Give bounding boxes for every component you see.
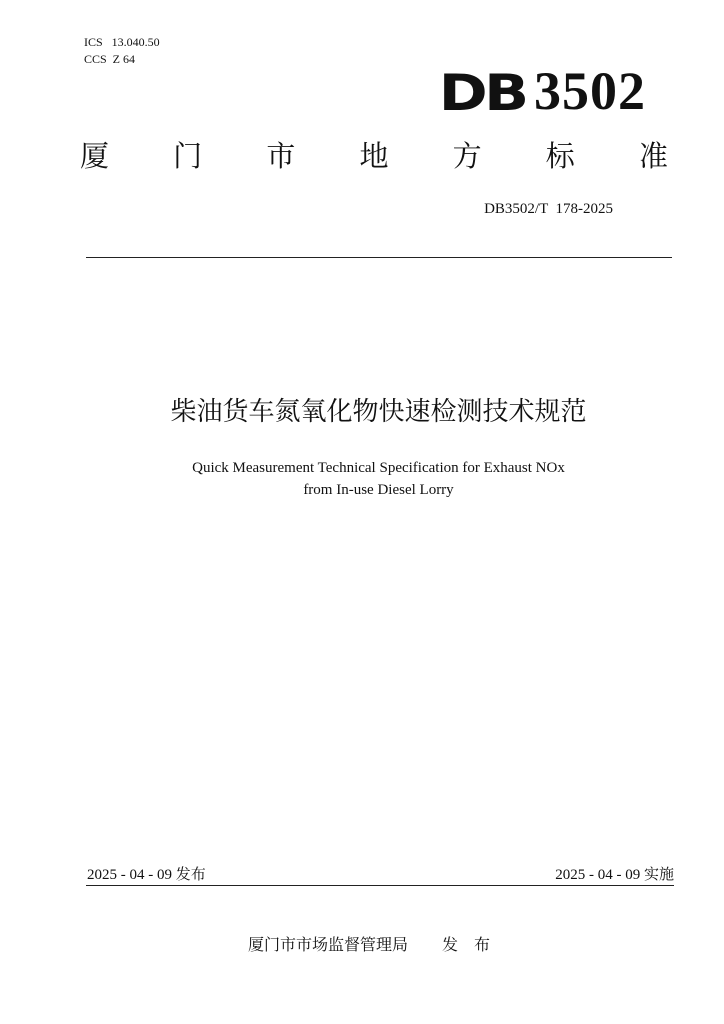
top-divider [86,257,672,258]
issue-label [442,935,490,955]
standard-type-char: 厦 [80,139,110,173]
release-label: 发布 [175,865,206,883]
ccs-code: CCS Z 64 [84,52,136,66]
implement-label: 实施 [643,865,674,883]
publisher-name: 厦门市市场监督管理局 [248,935,409,954]
implement-date [555,864,674,885]
release-date [87,864,206,885]
release-date-value: 2025 - 04 - 09 [87,867,172,883]
issue-char: 布 [474,935,491,954]
implement-date-value: 2025 - 04 - 09 [555,867,641,883]
logo-number: 3502 [534,61,646,121]
document-title-chinese: 柴油货车氮氧化物快速检测技术规范 [170,397,587,427]
standard-type-char: 标 [545,139,575,173]
document-title-english-line2: from In-use Diesel Lorry [303,482,454,498]
standard-type-char: 市 [266,139,296,173]
standard-type-char: 准 [638,139,668,173]
bottom-divider [86,885,674,886]
standard-type-title [80,136,668,176]
issue-char: 发 [442,935,459,954]
standard-type-char: 门 [173,139,203,173]
db-logo [439,61,646,122]
ics-code: ICS 13.040.50 [84,35,160,49]
logo-prefix: DB [439,64,526,122]
standard-type-char: 方 [452,139,482,173]
publisher-line [248,935,490,955]
document-title-english-line1: Quick Measurement Technical Specification for Exhaust NOx [192,460,565,476]
standard-type-char: 地 [359,139,389,173]
standard-code: DB3502/T 178-2025 [484,201,613,217]
